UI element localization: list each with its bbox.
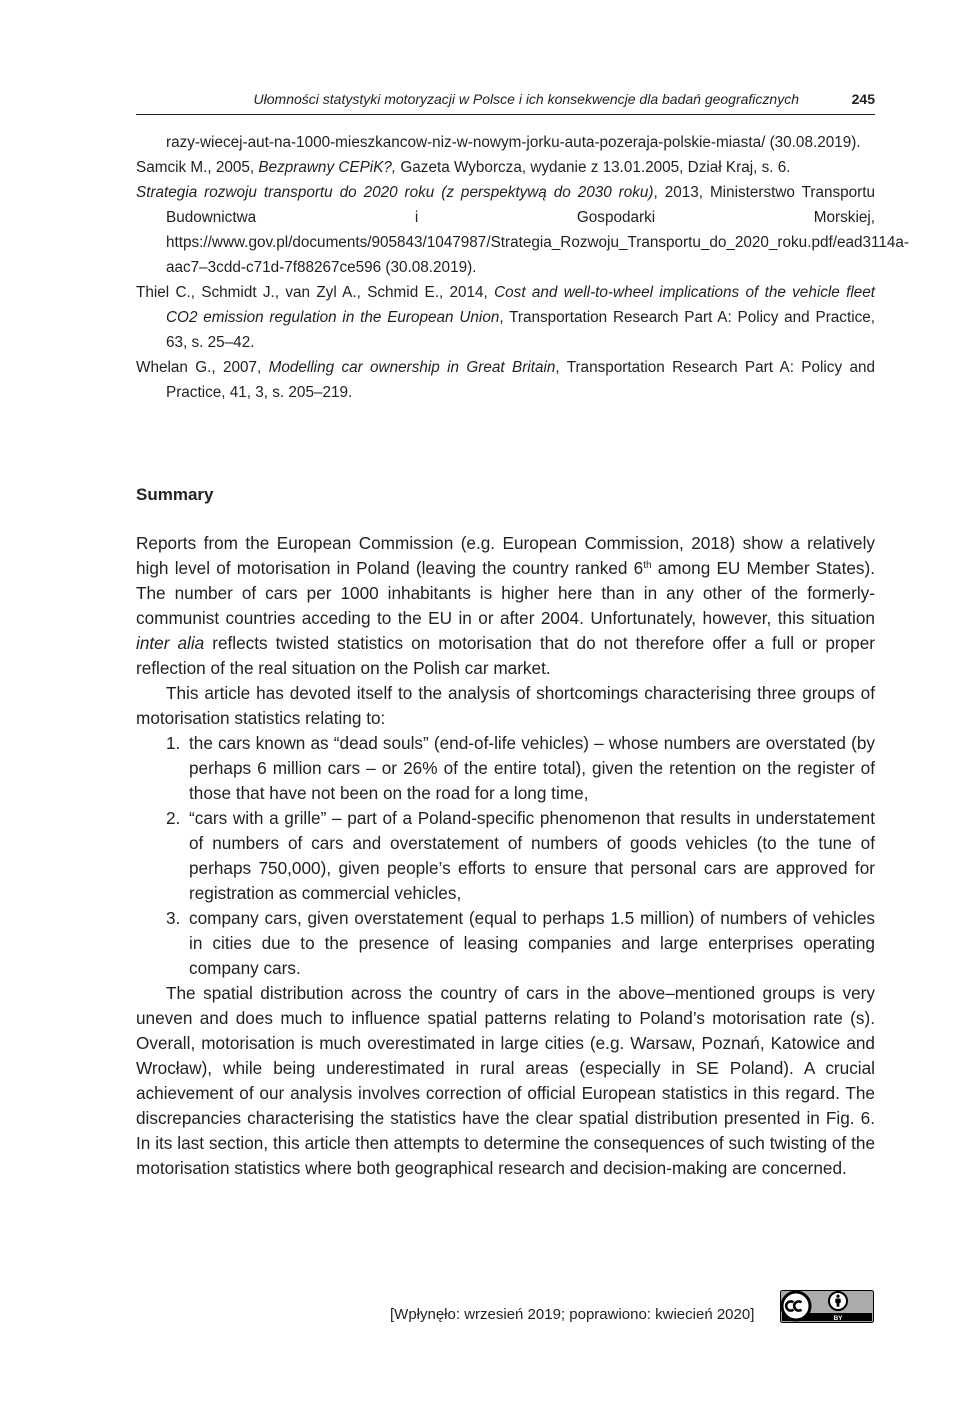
reference-entry <box>136 130 875 155</box>
page-number: 245 <box>851 91 875 107</box>
reference-title: Strategia rozwoju transportu do 2020 roku (z perspektywą do 2030 roku) <box>136 184 654 201</box>
list-number: 1. <box>166 733 181 753</box>
list-item-text: company cars, given overstatement (equal to perhaps 1.5 million) of numbers of vehicles in cities due to the presence of leasing companies and large enterprises operating company cars. <box>189 908 875 978</box>
cc-icon <box>782 1292 810 1320</box>
list-item <box>136 906 875 981</box>
summary-text: among EU Member States). The number of cars per 1000 inhabitants is higher here than in any other of the formerly-communist countries acceding to the EU in or after 2004. Unfortunately, however, this situation <box>136 558 875 628</box>
reference-title: Modelling car ownership in Great Britain <box>268 359 556 376</box>
reference-source: Gazeta Wyborcza, wydanie z 13.01.2005, Dział Kraj, s. 6. <box>396 159 791 176</box>
summary-paragraph: The spatial distribution across the country of cars in the above–mentioned groups is very uneven and does much to influence spatial patterns relating to Poland’s motorisation rate (s). Overall, motorisation is much overestimated in large cities (e.g. Warsaw, Poznań, Katowice and Wrocław), while being underestimated in rural areas (especially in SE Poland). A crucial achievement of our analysis involves correction of official European statistics in this regard. The discrepancies characterising the statistics have the clear spatial distribution presented in Fig. 6. In its last section, this article then attempts to determine the consequences of such twisting of the motorisation statistics where both geographical research and decision-making are concerned. <box>136 983 875 1178</box>
list-number: 2. <box>166 808 181 828</box>
reference-source: , Transportation Research Part A: Policy and Practice, 63, s. 25–42. <box>166 309 876 351</box>
reference-entry <box>136 180 909 280</box>
reference-authors: Thiel C., Schmidt J., van Zyl A., Schmid E., 2014, <box>136 284 495 301</box>
license-label: BY <box>833 1315 843 1322</box>
summary-text: reflects twisted statistics on motorisation that do not therefore offer a full or proper reflection of the real situation on the Polish car market. <box>136 633 876 678</box>
references-list <box>136 130 909 405</box>
summary-text: Reports from the European Commission (e.g. European Commission, 2018) show a relatively high level of motorisation in Poland (leaving the country ranked 6 <box>136 533 875 578</box>
reference-entry <box>136 355 875 405</box>
summary-paragraph: This article has devoted itself to the analysis of shortcomings characterising three groups of motorisation statistics relating to: <box>136 683 875 728</box>
reference-entry <box>136 155 875 180</box>
list-item <box>136 806 875 906</box>
received-note: [Wpłynęło: wrzesień 2019; poprawiono: kwiecień 2020] <box>390 1306 755 1323</box>
reference-title: Cost and well-to-wheel implications of the vehicle fleet CO2 emission regulation in the European Union <box>166 284 876 326</box>
ordinal-suffix: th <box>643 560 652 571</box>
list-item <box>136 731 875 806</box>
reference-source: , 2013, Ministerstwo Transportu Budownictwa i Gospodarki Morskiej, https://www.gov.pl/documents/905843/1047987/Strategia_Rozwoju_Transportu_do_2020_roku.pdf/ead3114a-aac7–3cdd-c71d-7f88267ce596 (30.08.2019). <box>166 184 909 276</box>
reference-title: Bezprawny CEPiK?, <box>258 159 397 176</box>
cc-by-license-badge[interactable] <box>780 1290 874 1323</box>
list-number: 3. <box>166 908 181 928</box>
summary-body <box>136 531 875 1181</box>
attribution-icon <box>829 1292 847 1310</box>
reference-authors: Whelan G., 2007, <box>136 359 269 376</box>
reference-url-continuation: razy-wiecej-aut-na-1000-mieszkancow-niz-w-nowym-jorku-auta-pozeraja-polskie-miasta/ (30.08.2019). <box>166 134 861 151</box>
reference-entry <box>136 280 875 355</box>
running-header <box>136 88 875 115</box>
running-title: Ułomności statystyki motoryzacji w Polsce i ich konsekwencje dla badań geograficznych <box>253 91 799 107</box>
summary-paragraph <box>136 531 875 681</box>
list-item-text: “cars with a grille” – part of a Poland-specific phenomenon that results in understatement of numbers of cars and overstatement of numbers of goods vehicles (to the tune of perhaps 750,000), given people’s efforts to ensure that personal cars are approved for registration as commercial vehicles, <box>189 808 875 903</box>
summary-heading: Summary <box>136 485 214 504</box>
italic-phrase: inter alia <box>136 633 205 653</box>
shortcomings-list <box>136 731 875 981</box>
reference-authors: Samcik M., 2005, <box>136 159 259 176</box>
list-item-text: the cars known as “dead souls” (end-of-life vehicles) – whose numbers are overstated (by perhaps 6 million cars – or 26% of the entire total), given the retention on the register of those that have not been on the road for a long time, <box>189 733 875 803</box>
reference-source: , Transportation Research Part A: Policy and Practice, 41, 3, s. 205–219. <box>166 359 875 401</box>
